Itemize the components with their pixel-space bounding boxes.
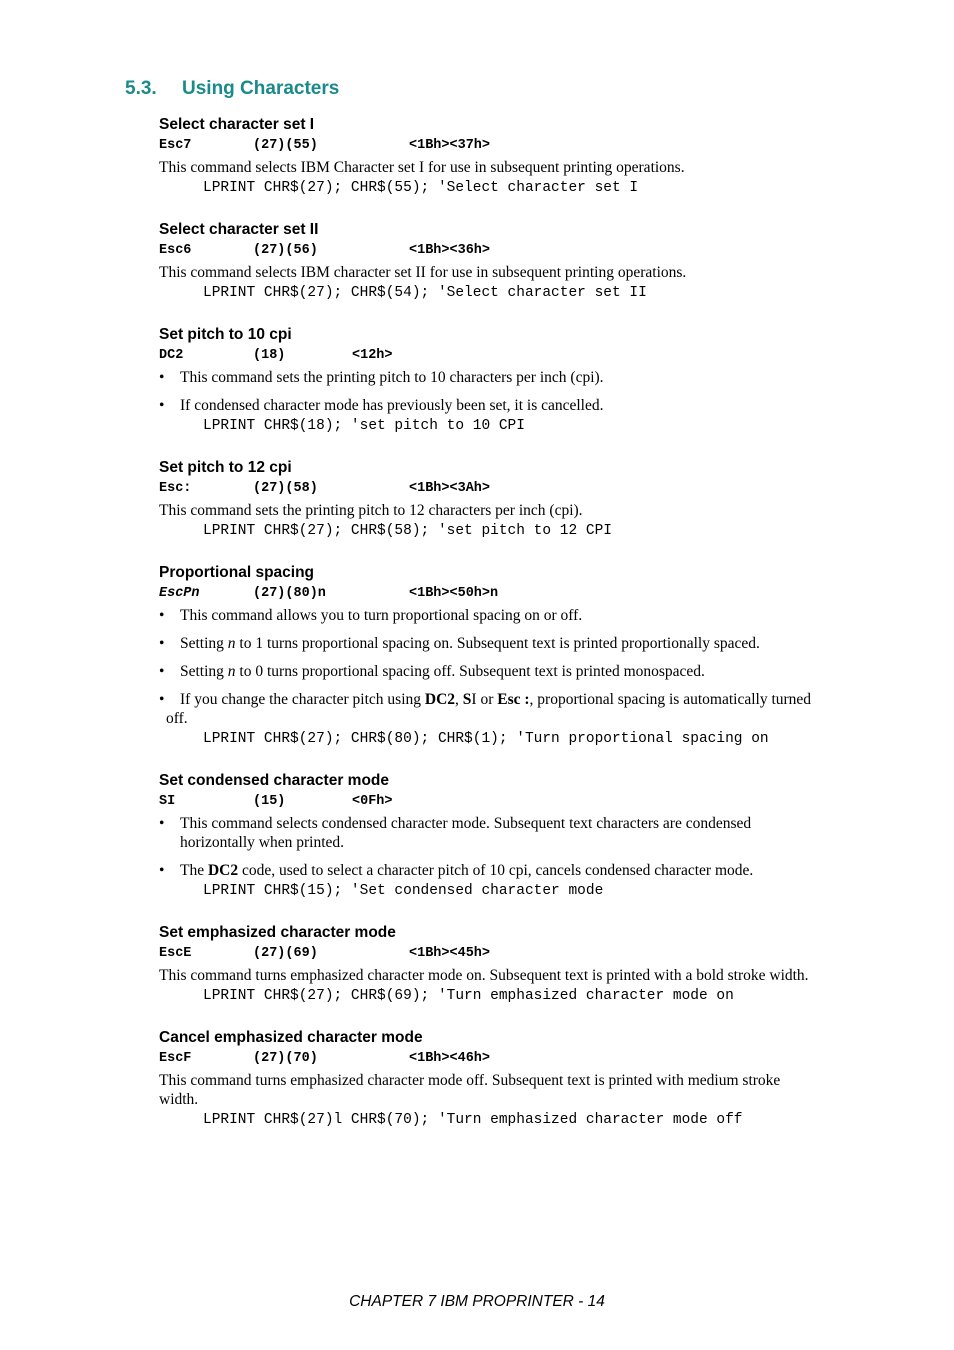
- command-hex: <1Bh><50h>n: [409, 586, 499, 601]
- section-title: Using Characters: [182, 78, 340, 99]
- bullet-glyph: •: [159, 862, 165, 879]
- command-hex: <1Bh><3Ah>: [409, 481, 491, 496]
- command-decimal: (27)(80)n: [253, 586, 326, 601]
- command-decimal: (18): [253, 348, 286, 363]
- command-block: [159, 771, 849, 902]
- command-code-line: [159, 478, 849, 499]
- bullet-list: [159, 368, 849, 415]
- bullet-item: • This command selects condensed character mode. Subsequent text characters are condensed horizontally when printed.: [159, 815, 752, 851]
- command-code-line: [159, 345, 849, 366]
- command-hex: <1Bh><45h>: [409, 946, 491, 961]
- command-heading: Proportional spacing: [159, 564, 315, 581]
- code-example: LPRINT CHR$(27); CHR$(54); 'Select character set II: [203, 285, 647, 301]
- command-hex: <0Fh>: [352, 794, 393, 809]
- command-description: This command turns emphasized character mode on. Subsequent text is printed with a bold stroke width.: [159, 967, 809, 984]
- command-hex: <12h>: [352, 348, 393, 363]
- command-code: Esc7: [159, 138, 192, 153]
- command-description: This command sets the printing pitch to 12 characters per inch (cpi).: [159, 502, 583, 519]
- command-code-line: [159, 1048, 849, 1069]
- command-heading: Set emphasized character mode: [159, 924, 396, 941]
- bullet-glyph: •: [159, 691, 165, 708]
- code-example: LPRINT CHR$(27); CHR$(80); CHR$(1); 'Turn proportional spacing on: [203, 731, 769, 747]
- command-heading: Set pitch to 12 cpi: [159, 459, 292, 476]
- command-code: EscF: [159, 1051, 192, 1066]
- code-example: LPRINT CHR$(27); CHR$(69); 'Turn emphasized character mode on: [203, 988, 734, 1004]
- command-code: EscE: [159, 946, 192, 961]
- bullet-glyph: •: [159, 397, 165, 414]
- command-decimal: (27)(69): [253, 946, 318, 961]
- command-hex: <1Bh><36h>: [409, 243, 491, 258]
- section-number: 5.3.: [125, 78, 157, 99]
- bullet-item: • This command sets the printing pitch to 10 characters per inch (cpi).: [159, 369, 604, 386]
- section-heading: [125, 78, 339, 100]
- bullet-item: • If condensed character mode has previously been set, it is cancelled.: [159, 397, 604, 414]
- code-example: LPRINT CHR$(15); 'Set condensed character mode: [203, 883, 604, 899]
- command-hex: <1Bh><46h>: [409, 1051, 491, 1066]
- command-block: [159, 1028, 849, 1131]
- command-heading: Cancel emphasized character mode: [159, 1029, 423, 1046]
- code-example: LPRINT CHR$(27); CHR$(55); 'Select character set I: [203, 180, 639, 196]
- command-heading: Set condensed character mode: [159, 772, 389, 789]
- bullet-list: [159, 814, 849, 880]
- command-description: This command turns emphasized character mode off. Subsequent text is printed with medium stroke width.: [159, 1072, 781, 1108]
- code-example: LPRINT CHR$(18); 'set pitch to 10 CPI: [203, 418, 525, 434]
- bullet-glyph: •: [159, 815, 165, 832]
- command-block: [159, 115, 849, 199]
- command-heading: Select character set II: [159, 221, 319, 238]
- command-code: EscPn: [159, 586, 200, 601]
- bullet-glyph: •: [159, 607, 165, 624]
- command-code-line: [159, 943, 849, 964]
- bullet-item: • This command allows you to turn proportional spacing on or off.: [159, 607, 583, 624]
- command-heading: Select character set I: [159, 116, 315, 133]
- command-description: This command selects IBM Character set I for use in subsequent printing operations.: [159, 159, 685, 176]
- command-decimal: (27)(55): [253, 138, 318, 153]
- bullet-glyph: •: [159, 663, 165, 680]
- command-code: Esc6: [159, 243, 192, 258]
- command-code-line: [159, 240, 849, 261]
- command-description: This command selects IBM character set II for use in subsequent printing operations.: [159, 264, 687, 281]
- page-footer: CHAPTER 7 IBM PROPRINTER - 14: [349, 1293, 605, 1310]
- command-code: SI: [159, 794, 176, 809]
- command-decimal: (27)(58): [253, 481, 318, 496]
- command-block: [159, 220, 849, 304]
- command-code-line: [159, 791, 849, 812]
- command-block: [159, 325, 849, 437]
- code-example: LPRINT CHR$(27)l CHR$(70); 'Turn emphasized character mode off: [203, 1112, 743, 1128]
- command-code-line: [159, 135, 849, 156]
- bullet-item: • Setting n to 0 turns proportional spacing off. Subsequent text is printed monospaced.: [159, 663, 705, 680]
- command-code-line: [159, 583, 849, 604]
- content: [159, 115, 849, 1152]
- bullet-item: • Setting n to 1 turns proportional spacing on. Subsequent text is printed proportionally spaced.: [159, 635, 760, 652]
- command-decimal: (15): [253, 794, 286, 809]
- command-hex: <1Bh><37h>: [409, 138, 491, 153]
- command-code: Esc:: [159, 481, 192, 496]
- bullet-glyph: •: [159, 369, 165, 386]
- bullet-item: • If you change the character pitch using DC2, SI or Esc :, proportional spacing is automatically turned off.: [159, 691, 812, 727]
- command-heading: Set pitch to 10 cpi: [159, 326, 292, 343]
- bullet-list: [159, 606, 849, 728]
- command-code: DC2: [159, 348, 184, 363]
- code-example: LPRINT CHR$(27); CHR$(58); 'set pitch to 12 CPI: [203, 523, 612, 539]
- command-decimal: (27)(56): [253, 243, 318, 258]
- command-block: [159, 923, 849, 1007]
- command-block: [159, 458, 849, 542]
- command-block: [159, 563, 849, 750]
- bullet-item: • The DC2 code, used to select a character pitch of 10 cpi, cancels condensed character mode.: [159, 862, 754, 879]
- bullet-glyph: •: [159, 635, 165, 652]
- command-decimal: (27)(70): [253, 1051, 318, 1066]
